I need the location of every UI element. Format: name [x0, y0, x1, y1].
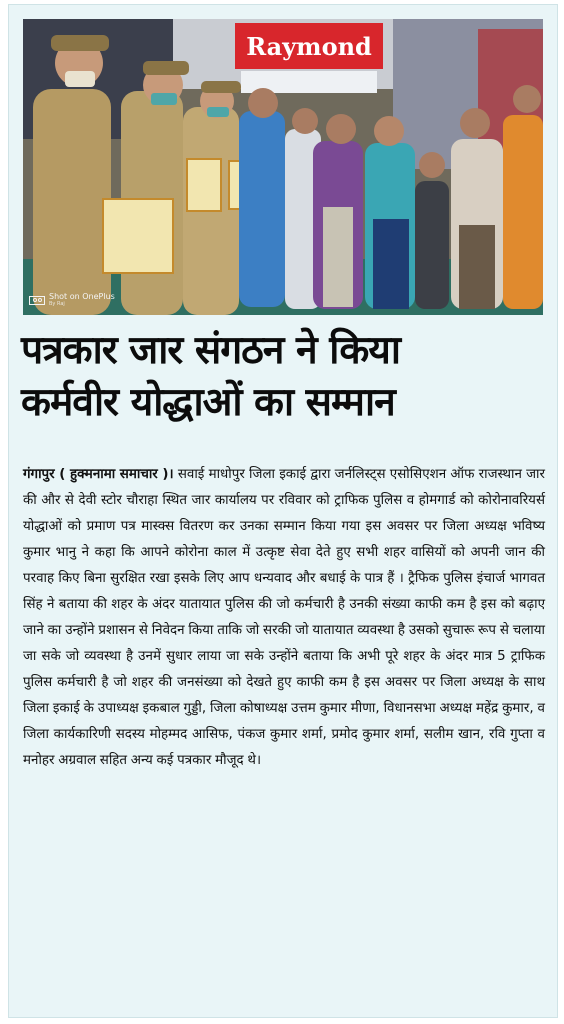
- watermark-line2: By Raj: [49, 301, 65, 307]
- group-photo-illustration: [23, 19, 543, 315]
- camera-logo-icon: [29, 296, 45, 305]
- headline: [21, 325, 545, 429]
- article-body: [23, 462, 545, 774]
- camera-watermark: [29, 293, 115, 307]
- watermark-line1: Shot on OnePlus: [49, 292, 115, 301]
- article-text: सवाई माधोपुर जिला इकाई द्वारा जर्नलिस्ट्स एसोसिएशन ऑफ राजस्थान जार की और से देवी स्टोर चौराहा स्थित जार कार्यालय पर रविवार को ट्राफिक पुलिस व होमगार्ड को कोरोनावरियर्स योद्धाओं को प्रमाण पत्र मास्क्स वितरण कर उनका सम्मान किया गया इस अवसर पर जिला अध्यक्ष भविष्य कुमार भानु ने कहा कि आपने कोरोना काल में उत्कृष्ट सेवा देते हुए सभी शहर वासियों को अपनी जान की परवाह किए बिना सुरक्षित रखा इसके लिए आप धन्यवाद और बधाई के पात्र हैं । ट्रैफिक पुलिस इंचार्ज भागवत सिंह ने बताया की शहर के अंदर यातायात पुलिस की जो कर्मचारी है उनकी संख्या काफी कम है इस को बढ़ाए जाने का उन्होंने प्रशासन से निवेदन किया ताकि जो सरकी जो यातायात व्यवस्था है उसको सुचारू रूप से चलाया जा सके जो व्यवस्था है उनमें सुधार लाया जा सके उन्होंने बताया कि अभी पूरे शहर के अंदर मात्र 5 ट्राफिक पुलिस कर्मचारी है जो शहर की जनसंख्या को देखते हुए काफी कम है इस अवसर पर जिला अध्यक्ष के साथ जिला इकाई के उपाध्यक्ष इकबाल गुड्डी, जिला कोषाध्यक्ष उत्तम कुमार मीणा, विधानसभा अध्यक्ष महेंद्र कुमार, व जिला कार्यकारिणी सदस्य मोहम्मद आसिफ, पंकज कुमार शर्मा, प्रमोद कुमार शर्मा, सलीम खान, रवि गुप्ता व मनोहर अग्रवाल सहित अन्य कई पत्रकार मौजूद थे।: [23, 467, 545, 768]
- headline-line2: कर्मवीर योद्धाओं का सम्मान: [21, 380, 395, 425]
- newspaper-clipping: [8, 4, 558, 1018]
- event-photo: [23, 19, 543, 315]
- headline-line1: पत्रकार जार संगठन ने किया: [21, 328, 401, 373]
- banner-text: Raymond: [246, 32, 372, 61]
- article-dateline: गंगापुर ( हुक्मनामा समाचार )।: [23, 467, 174, 482]
